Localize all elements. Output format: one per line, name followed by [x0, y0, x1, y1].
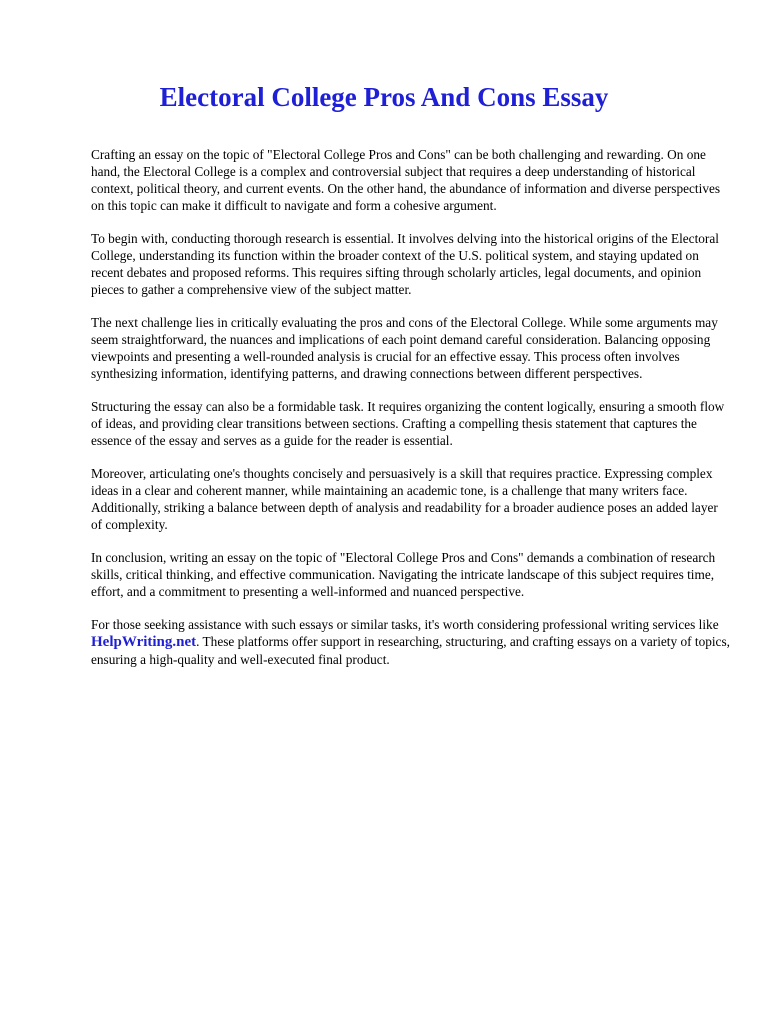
document-title: Electoral College Pros And Cons Essay — [159, 82, 609, 112]
paragraph-research: To begin with, conducting thorough research is essential. It involves delving into the historical origins of the Electoral College, understanding its function within the broader context of the U.S. political system, and staying updated on recent debates and proposed reforms. This requires sifting through scholarly articles, legal documents, and opinion pieces to gather a comprehensive view of the subject matter. — [91, 231, 719, 297]
helpwriting-link[interactable]: HelpWriting.net — [91, 634, 197, 650]
paragraph-articulation: Moreover, articulating one's thoughts concisely and persuasively is a skill that requires practice. Expressing complex ideas in a clear and coherent manner, while maintaining an academic tone, is a challenge that many writers face. Additionally, striking a balance between depth of analysis and readability for a broader audience poses an added layer of complexity. — [91, 466, 718, 532]
paragraph-evaluation: The next challenge lies in critically evaluating the pros and cons of the Electoral College. While some arguments may seem straightforward, the nuances and implications of each point demand careful consideration. Balancing opposing viewpoints and presenting a well-rounded analysis is crucial for an effective essay. This process often involves synthesizing information, identifying patterns, and drawing connections between different perspectives. — [91, 315, 718, 381]
closing-text-before-link: For those seeking assistance with such essays or similar tasks, it's worth considering professional writing services like — [91, 617, 719, 632]
paragraph-conclusion: In conclusion, writing an essay on the topic of "Electoral College Pros and Cons" demands a combination of research skills, critical thinking, and effective communication. Navigating the intricate landscape of this subject requires time, effort, and a commitment to presenting a well-informed and nuanced perspective. — [91, 550, 716, 599]
paragraph-structure: Structuring the essay can also be a formidable task. It requires organizing the content logically, ensuring a smooth flow of ideas, and providing clear transitions between sections. Crafting a compelling thesis statement that captures the essence of the essay and serves as a guide for the reader is essential. — [91, 399, 725, 448]
paragraph-closing — [91, 616, 732, 668]
paragraph-intro: Crafting an essay on the topic of "Electoral College Pros and Cons" can be both challenging and rewarding. On one hand, the Electoral College is a complex and controversial subject that requires a deep understanding of historical context, political theory, and current events. On the other hand, the abundance of information and diverse perspectives on this topic can make it difficult to navigate and form a cohesive argument. — [91, 147, 721, 213]
document-body — [91, 146, 732, 684]
closing-text-after-link: . These platforms offer support in researching, structuring, and crafting essays on a variety of topics, ensuring a high-quality and well-executed final product. — [91, 634, 730, 667]
